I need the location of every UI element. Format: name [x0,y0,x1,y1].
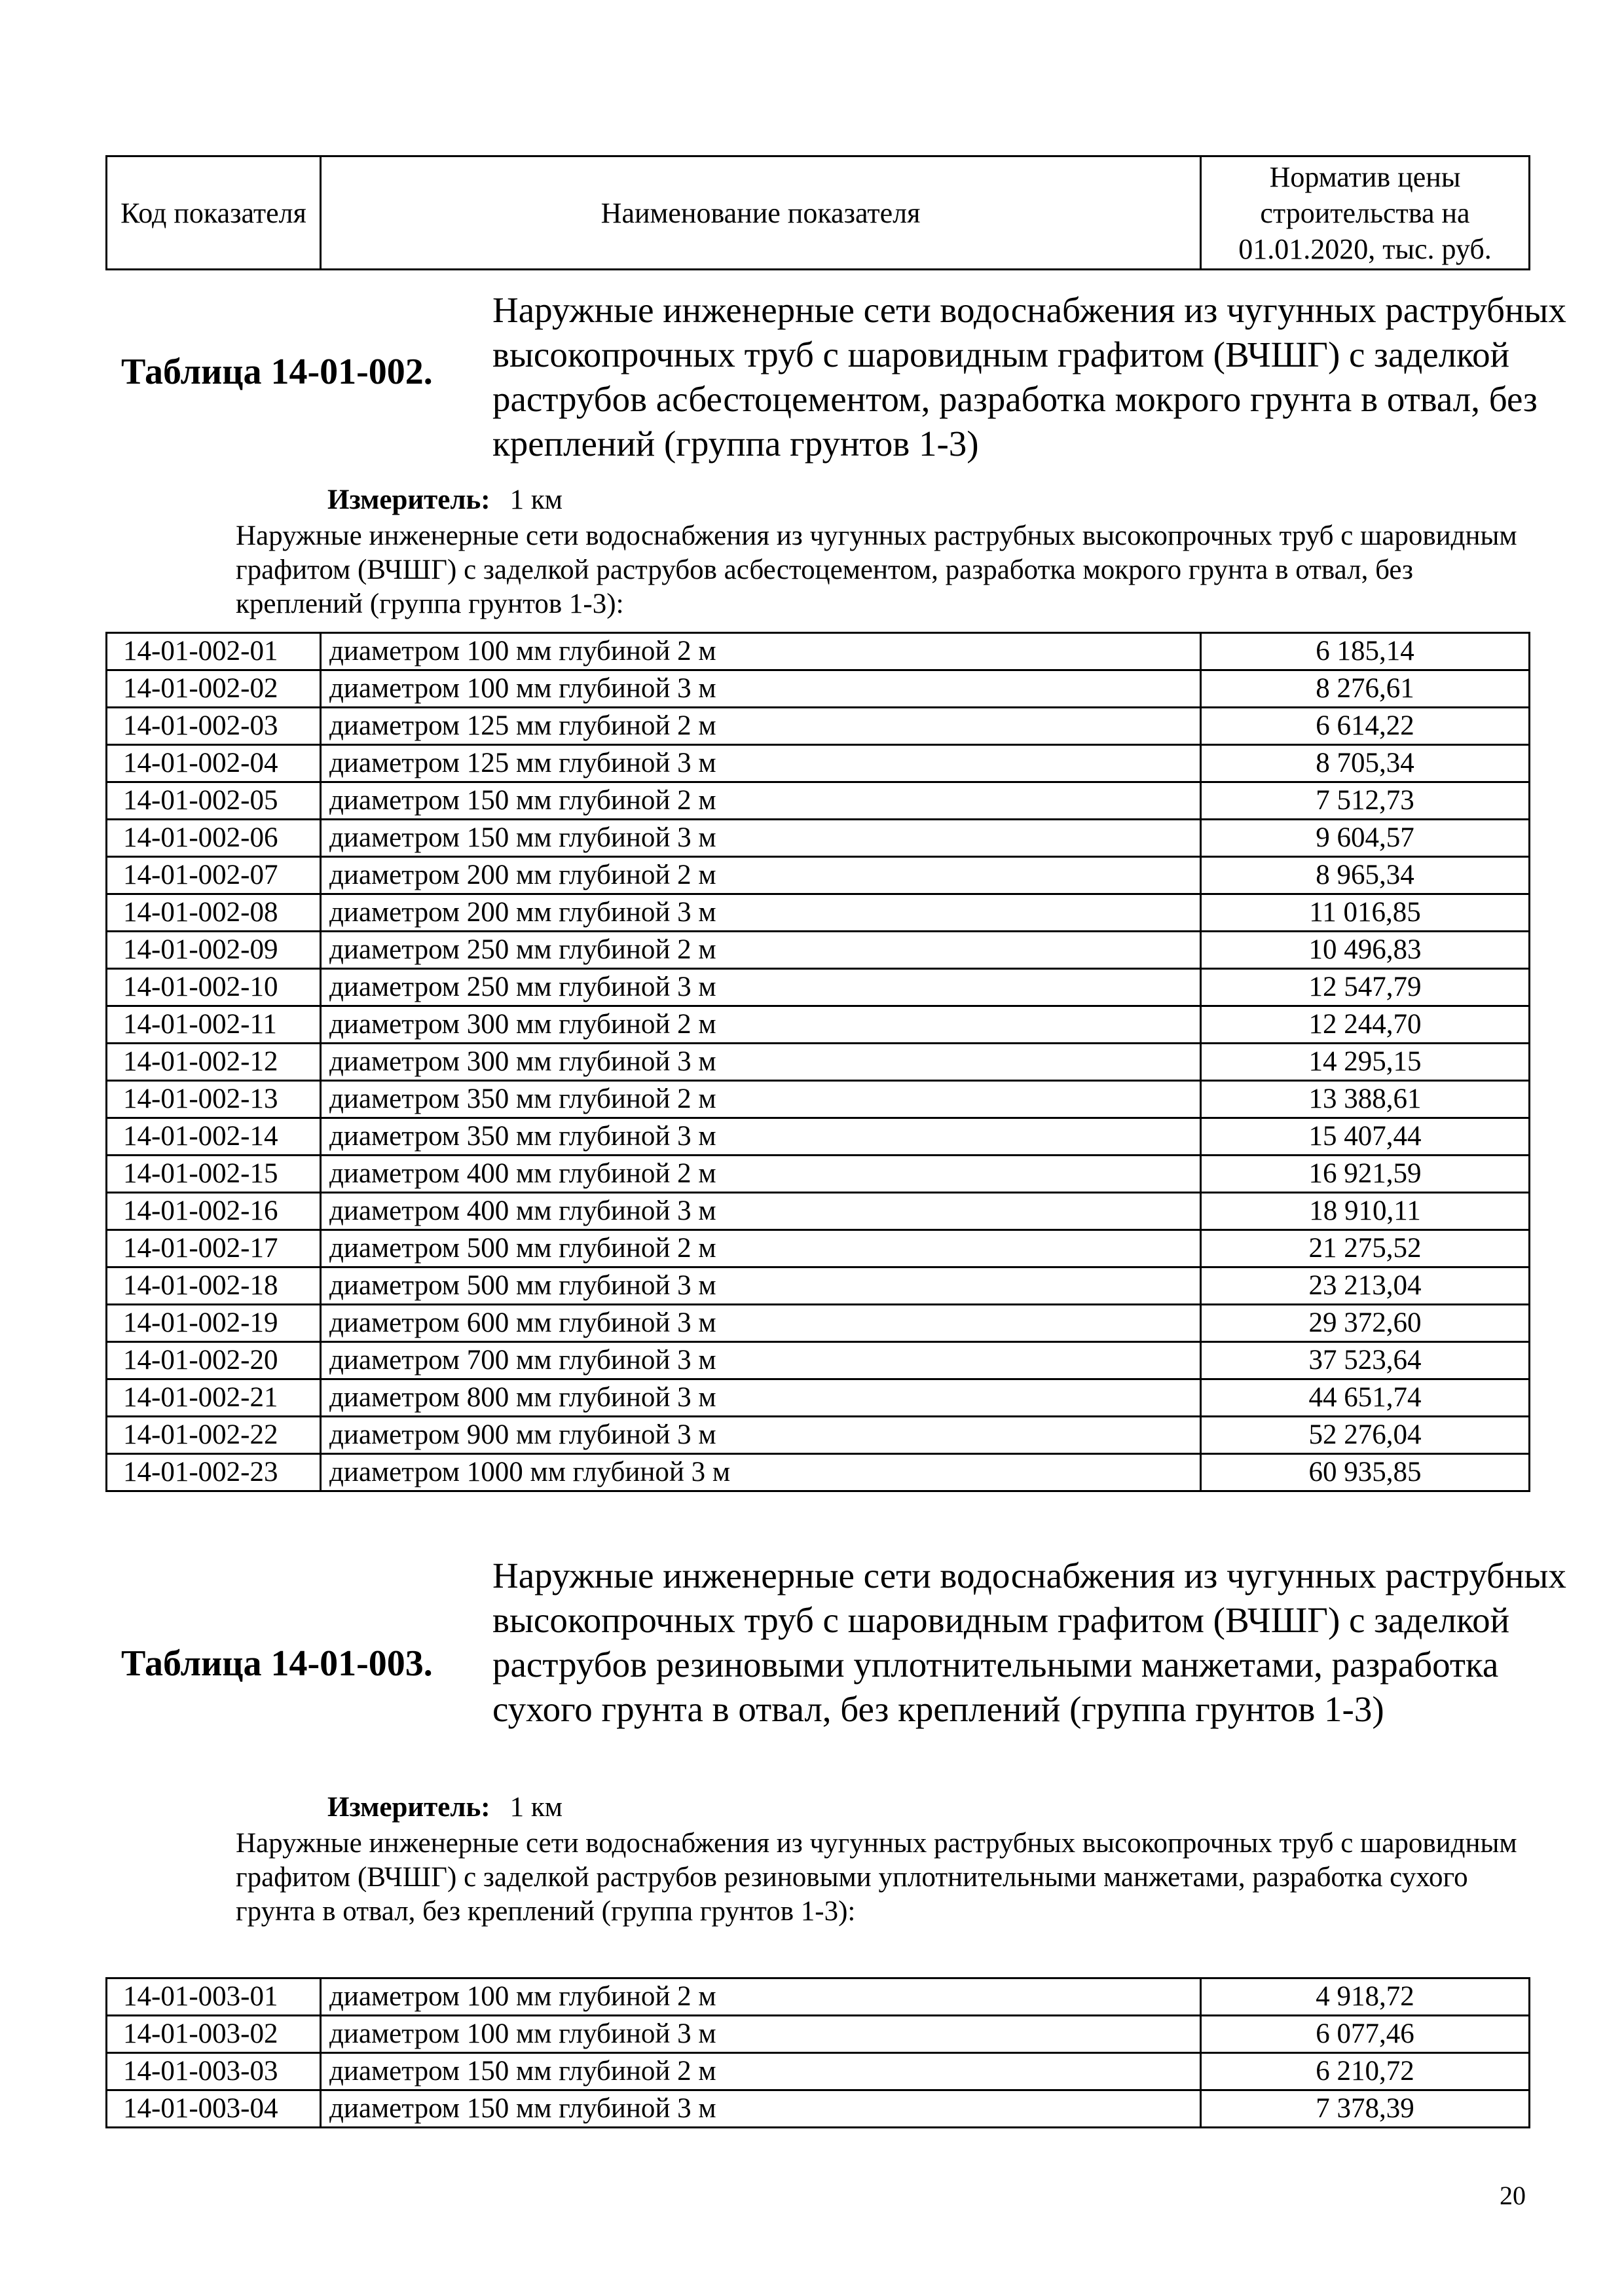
row-code: 14-01-002-21 [107,1379,321,1417]
row-value: 15 407,44 [1201,1118,1530,1156]
row-name: диаметром 600 мм глубиной 3 м [321,1305,1201,1342]
row-code: 14-01-002-19 [107,1305,321,1342]
row-name: диаметром 900 мм глубиной 3 м [321,1417,1201,1454]
row-value: 60 935,85 [1201,1454,1530,1491]
row-name: диаметром 100 мм глубиной 3 м [321,670,1201,708]
row-value: 6 210,72 [1201,2053,1530,2090]
row-code: 14-01-002-13 [107,1081,321,1118]
table-row [107,670,1530,708]
table-row [107,1118,1530,1156]
row-code: 14-01-002-12 [107,1044,321,1081]
row-code: 14-01-002-02 [107,670,321,708]
table-row [107,1044,1530,1081]
section-1-title: Наружные инженерные сети водоснабжения из чугунных раструбных высокопрочных труб с шаровидным графитом (ВЧШГ) с заделкой раструбов асбестоцементом, разработка мокрого грунта в отвал, без креплений (группа грунтов 1-3) [492,290,1566,464]
table-row [107,782,1530,820]
section-1-measure [327,483,563,517]
row-value: 7 378,39 [1201,2090,1530,2128]
table-row [107,1379,1530,1417]
row-name: диаметром 125 мм глубиной 3 м [321,745,1201,782]
row-code: 14-01-002-08 [107,894,321,932]
row-value: 6 185,14 [1201,633,1530,670]
table-row [107,1006,1530,1044]
section-2-measure-label: Измеритель: [327,1792,490,1823]
row-code: 14-01-003-01 [107,1978,321,2016]
table-row [107,1305,1530,1342]
row-value: 16 921,59 [1201,1156,1530,1193]
row-code: 14-01-002-07 [107,857,321,894]
row-name: диаметром 400 мм глубиной 2 м [321,1156,1201,1193]
row-value: 7 512,73 [1201,782,1530,820]
row-value: 8 965,34 [1201,857,1530,894]
row-name: диаметром 200 мм глубиной 2 м [321,857,1201,894]
row-value: 8 276,61 [1201,670,1530,708]
table-row [107,708,1530,745]
row-code: 14-01-002-17 [107,1230,321,1267]
section-1-measure-label: Измеритель: [327,484,490,515]
row-name: диаметром 100 мм глубиной 3 м [321,2016,1201,2053]
row-name: диаметром 700 мм глубиной 3 м [321,1342,1201,1379]
row-name: диаметром 350 мм глубиной 2 м [321,1081,1201,1118]
row-code: 14-01-003-03 [107,2053,321,2090]
header-code: Код показателя [107,156,321,270]
row-name: диаметром 100 мм глубиной 2 м [321,633,1201,670]
row-code: 14-01-002-10 [107,969,321,1006]
section-2-measure-value: 1 км [509,1792,563,1823]
column-header-table [105,155,1530,270]
table-row [107,857,1530,894]
row-code: 14-01-002-11 [107,1006,321,1044]
table-row [107,1156,1530,1193]
row-value: 23 213,04 [1201,1267,1530,1305]
table-row [107,1193,1530,1230]
row-value: 29 372,60 [1201,1305,1530,1342]
row-value: 52 276,04 [1201,1417,1530,1454]
row-name: диаметром 500 мм глубиной 2 м [321,1230,1201,1267]
table-row [107,1342,1530,1379]
row-code: 14-01-002-09 [107,932,321,969]
row-value: 9 604,57 [1201,820,1530,857]
row-code: 14-01-002-06 [107,820,321,857]
table-row [107,1454,1530,1491]
row-code: 14-01-002-16 [107,1193,321,1230]
row-value: 4 918,72 [1201,1978,1530,2016]
row-value: 12 244,70 [1201,1006,1530,1044]
table-row [107,894,1530,932]
row-code: 14-01-002-22 [107,1417,321,1454]
row-name: диаметром 1000 мм глубиной 3 м [321,1454,1201,1491]
row-value: 14 295,15 [1201,1044,1530,1081]
row-name: диаметром 400 мм глубиной 3 м [321,1193,1201,1230]
row-value: 13 388,61 [1201,1081,1530,1118]
row-code: 14-01-002-01 [107,633,321,670]
row-name: диаметром 800 мм глубиной 3 м [321,1379,1201,1417]
row-name: диаметром 350 мм глубиной 3 м [321,1118,1201,1156]
row-code: 14-01-002-15 [107,1156,321,1193]
row-name: диаметром 300 мм глубиной 2 м [321,1006,1201,1044]
table-row [107,1978,1530,2016]
section-1-table-label: Таблица 14-01-002. [121,352,433,392]
section-2-intro: Наружные инженерные сети водоснабжения из чугунных раструбных высокопрочных труб с шаровидным графитом (ВЧШГ) с заделкой раструбов резиновыми уплотнительными манжетами, разработка сухого грунта в отвал, без креплений (группа грунтов 1-3): [236,1828,1517,1927]
table-row [107,2090,1530,2128]
row-name: диаметром 250 мм глубиной 2 м [321,932,1201,969]
row-code: 14-01-002-03 [107,708,321,745]
section-2-measure [327,1791,563,1825]
row-code: 14-01-003-02 [107,2016,321,2053]
table-row [107,1267,1530,1305]
table-row [107,2016,1530,2053]
row-value: 18 910,11 [1201,1193,1530,1230]
row-code: 14-01-002-23 [107,1454,321,1491]
section-2-title: Наружные инженерные сети водоснабжения из чугунных раструбных высокопрочных труб с шаровидным графитом (ВЧШГ) с заделкой раструбов резиновыми уплотнительными манжетами, разработка сухого грунта в отвал, без креплений (группа грунтов 1-3) [492,1556,1566,1729]
row-value: 21 275,52 [1201,1230,1530,1267]
table-row [107,969,1530,1006]
row-name: диаметром 150 мм глубиной 2 м [321,2053,1201,2090]
header-name: Наименование показателя [321,156,1201,270]
row-name: диаметром 150 мм глубиной 3 м [321,2090,1201,2128]
row-value: 6 077,46 [1201,2016,1530,2053]
header-row [107,156,1530,270]
row-value: 44 651,74 [1201,1379,1530,1417]
row-code: 14-01-003-04 [107,2090,321,2128]
page-number: 20 [1500,2181,1526,2210]
row-code: 14-01-002-04 [107,745,321,782]
table-row [107,932,1530,969]
row-name: диаметром 300 мм глубиной 3 м [321,1044,1201,1081]
row-code: 14-01-002-18 [107,1267,321,1305]
row-value: 37 523,64 [1201,1342,1530,1379]
row-name: диаметром 150 мм глубиной 2 м [321,782,1201,820]
table-row [107,2053,1530,2090]
section-2-table [105,1977,1530,2128]
row-code: 14-01-002-20 [107,1342,321,1379]
table-row [107,1230,1530,1267]
table-row [107,633,1530,670]
row-name: диаметром 100 мм глубиной 2 м [321,1978,1201,2016]
table-row [107,745,1530,782]
row-value: 10 496,83 [1201,932,1530,969]
row-name: диаметром 200 мм глубиной 3 м [321,894,1201,932]
row-code: 14-01-002-14 [107,1118,321,1156]
header-price: Норматив цены строительства на 01.01.2020, тыс. руб. [1201,156,1530,270]
table-row [107,820,1530,857]
row-name: диаметром 250 мм глубиной 3 м [321,969,1201,1006]
section-2-table-label: Таблица 14-01-003. [121,1643,433,1684]
section-1-measure-value: 1 км [509,484,563,515]
row-value: 12 547,79 [1201,969,1530,1006]
row-name: диаметром 150 мм глубиной 3 м [321,820,1201,857]
row-code: 14-01-002-05 [107,782,321,820]
row-value: 8 705,34 [1201,745,1530,782]
section-1-intro: Наружные инженерные сети водоснабжения из чугунных раструбных высокопрочных труб с шаровидным графитом (ВЧШГ) с заделкой раструбов асбестоцементом, разработка мокрого грунта в отвал, без креплений (группа грунтов 1-3): [236,520,1517,619]
table-row [107,1081,1530,1118]
row-value: 6 614,22 [1201,708,1530,745]
table-row [107,1417,1530,1454]
row-value: 11 016,85 [1201,894,1530,932]
row-name: диаметром 500 мм глубиной 3 м [321,1267,1201,1305]
row-name: диаметром 125 мм глубиной 2 м [321,708,1201,745]
section-1-table [105,632,1530,1492]
